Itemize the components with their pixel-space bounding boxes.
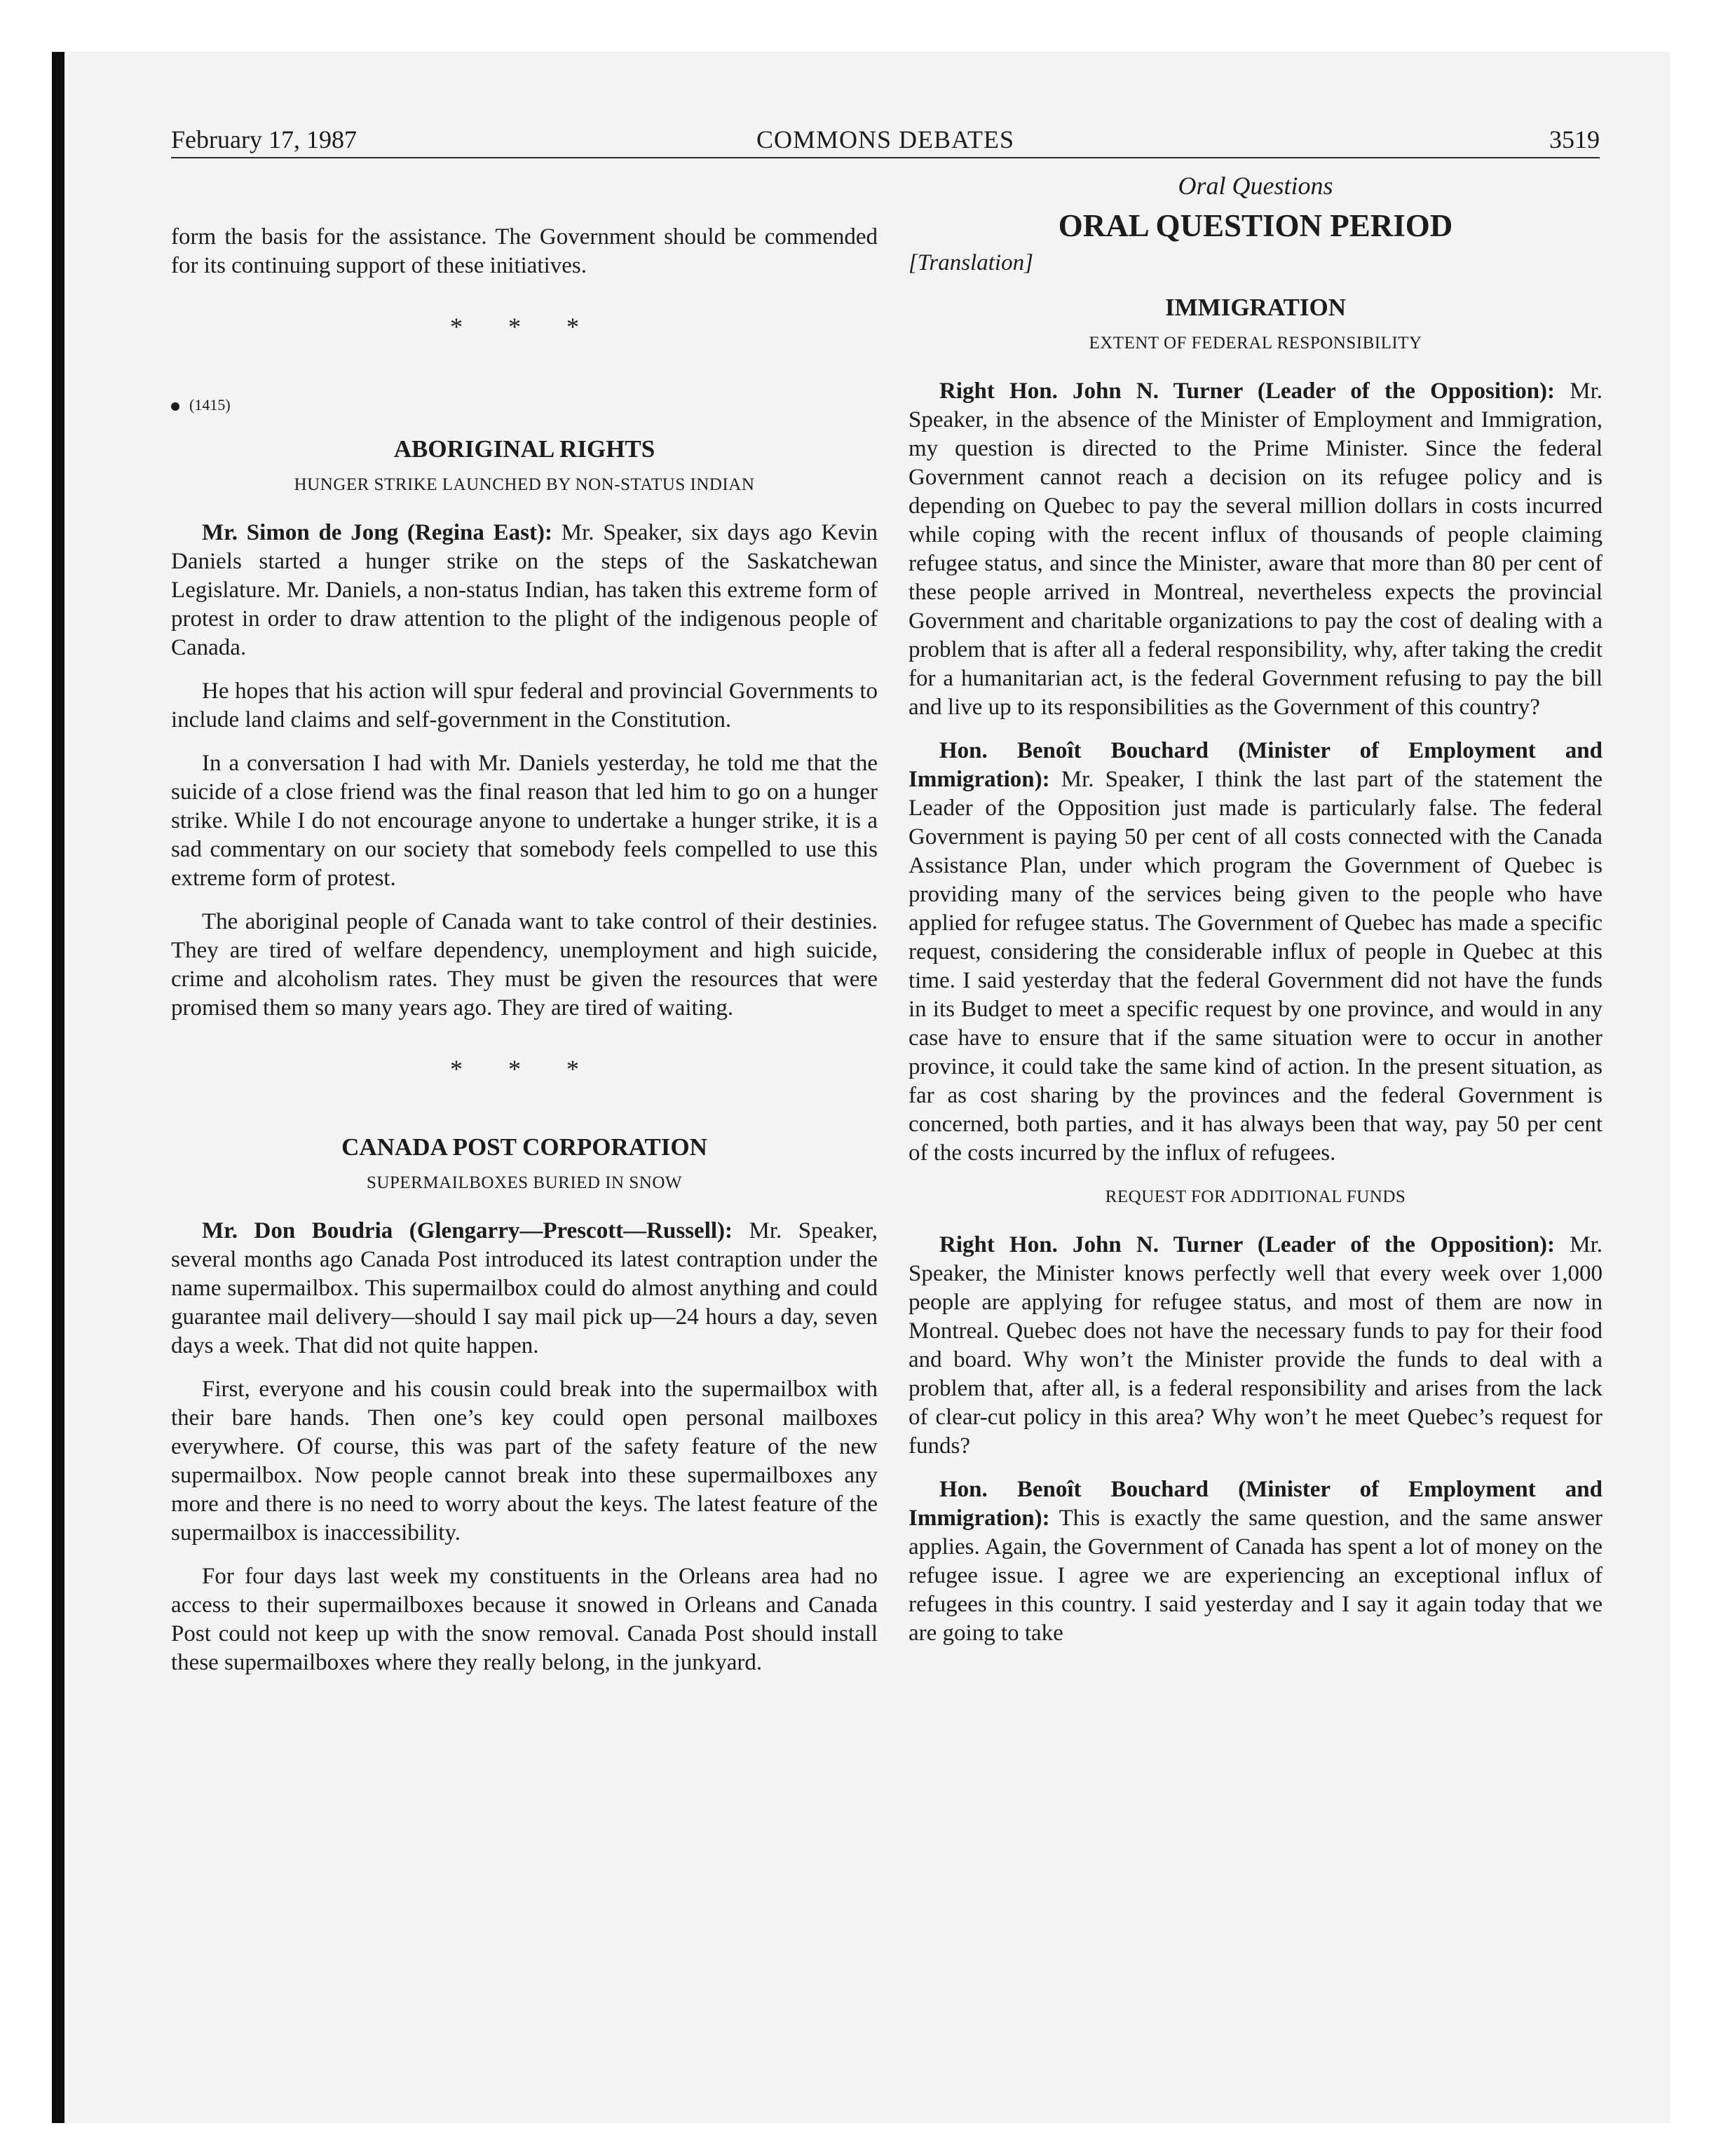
- speaker-name: Hon. Benoît Bouchard (Minister of Employment and Immigration):: [909, 1477, 1603, 1531]
- translation-note: [Translation]: [909, 250, 1033, 275]
- page-header: [171, 125, 1600, 158]
- speech-paragraph: [909, 377, 1603, 722]
- speech-paragraph: [909, 1231, 1603, 1461]
- section-subheading-federal-responsibility: EXTENT OF FEDERAL RESPONSIBILITY: [1089, 334, 1422, 353]
- bullet-dot-icon: [171, 402, 179, 411]
- section-separator: * * *: [450, 1055, 599, 1083]
- speaker-name: Hon. Benoît Bouchard (Minister of Employment and Immigration):: [909, 738, 1603, 792]
- running-head: Oral Questions: [1178, 172, 1333, 200]
- speech-paragraph: [909, 1475, 1603, 1648]
- speaker-name: Mr. Simon de Jong (Regina East):: [202, 520, 552, 545]
- section-subheading-supermailboxes: SUPERMAILBOXES BURIED IN SNOW: [367, 1173, 682, 1192]
- paragraph: The aboriginal people of Canada want to take control of their destinies. They are tired of welfare dependency, unemployment and high suicide, crime and alcoholism rates. They must be given the resources that were promised them so many years ago. They are tired of waiting.: [171, 909, 878, 1021]
- scan-edge: [52, 52, 64, 2123]
- timestamp-text: (1415): [189, 396, 231, 414]
- section-subheading-hunger-strike: HUNGER STRIKE LAUNCHED BY NON-STATUS INDIAN: [294, 475, 755, 494]
- paragraph: In a conversation I had with Mr. Daniels yesterday, he told me that the suicide of a close friend was the final reason that led him to go on a hunger strike. While I do not encourage anyone to undertake a hunger strike, it is a sad commentary on our society that somebody feels compelled to use this extreme form of protest.: [171, 751, 878, 891]
- section-heading-canada-post: CANADA POST CORPORATION: [341, 1133, 707, 1161]
- paragraph: For four days last week my constituents in the Orleans area had no access to their supermailboxes because it snowed in Orleans and Canada Post could not keep up with the snow removal. Canada Post should install these supermailboxes where they really belong, in the junkyard.: [171, 1564, 878, 1675]
- paragraph: First, everyone and his cousin could break into the supermailbox with their bare hands. Then one’s key could open personal mailboxes everywhere. Of course, this was part of the safety feature of the new supermailbox. Now people cannot break into these supermailboxes any more and there is no need to worry about the keys. The latest feature of the supermailbox is inaccessibility.: [171, 1377, 878, 1546]
- speech-paragraph: [171, 1217, 878, 1360]
- timestamp: [171, 390, 878, 419]
- speaker-name: Mr. Don Boudria (Glengarry—Prescott—Russell):: [202, 1218, 733, 1243]
- right-column: [909, 172, 1603, 1663]
- speech-text: This is exactly the same question, and the same answer applies. Again, the Government of Canada has spent a lot of money on the refugee issue. I agree we are experiencing an exceptional influx of refugees in this country. I said yesterday and I say it again today that we are going to take: [909, 1506, 1603, 1646]
- section-heading-immigration: IMMIGRATION: [1165, 294, 1346, 321]
- header-journal-title: COMMONS DEBATES: [756, 125, 1015, 153]
- speaker-name: Right Hon. John N. Turner (Leader of the Opposition):: [939, 378, 1556, 404]
- speech-text: Mr. Speaker, in the absence of the Minister of Employment and Immigration, my question is directed to the Prime Minister. Since the federal Government cannot reach a decision on its refugee policy and is depending on Quebec to pay the several million dollars in costs incurred while coping with the recent influx of thousands of people claiming refugee status, and since the Minister, aware that more than 80 per cent of these people arrived in Montreal, nevertheless expects the provincial Government and charitable organizations to pay the cost of dealing with a problem that is after all a federal responsibility, why, after taking the credit for a humanitarian act, is the federal Government refusing to pay the bill and live up to its responsibilities as the Government of this country?: [909, 378, 1603, 720]
- left-column: [171, 223, 878, 1692]
- speech-text: Mr. Speaker, I think the last part of the statement the Leader of the Opposition just made is particularly false. The federal Government is paying 50 per cent of all costs connected with the Canada Assistance Plan, under which program the Government of Quebec is providing many of the services being given to the people who have applied for refugee status. The Government of Quebec has made a specific request, considering the considerable influx of people in Quebec at this time. I said yesterday that the federal Government did not have the funds in its Budget to meet a specific request by one province, and would in any case have to ensure that if the same situation were to occur in another province, it could take the same kind of action. In the present situation, as far as cost sharing by the provinces and the federal Government is concerned, both parties, and it has always been that way, pay 50 per cent of the costs incurred by the influx of refugees.: [909, 767, 1603, 1166]
- section-heading-aboriginal-rights: ABORIGINAL RIGHTS: [393, 435, 655, 463]
- speech-paragraph: [909, 737, 1603, 1168]
- header-page-number: 3519: [1549, 125, 1600, 153]
- main-heading: ORAL QUESTION PERIOD: [1058, 208, 1453, 243]
- speech-text: Mr. Speaker, the Minister knows perfectly well that every week over 1,000 people are applying for refugee status, and most of them are now in Montreal. Quebec does not have the necessary funds to pay for their food and board. Why won’t the Minister provide the funds to deal with a problem that, after all, is a federal responsibility and arises from the lack of clear-cut policy in this area? Why won’t he meet Quebec’s request for funds?: [909, 1232, 1603, 1459]
- speech-paragraph: [171, 519, 878, 662]
- speech-text: Mr. Speaker, several months ago Canada Post introduced its latest contraption under the name supermailbox. This supermailbox could do almost anything and could guarantee mail delivery—should I say mail pick up—24 hours a day, seven days a week. That did not quite happen.: [171, 1218, 878, 1358]
- section-subheading-additional-funds: REQUEST FOR ADDITIONAL FUNDS: [1105, 1187, 1406, 1206]
- paragraph: form the basis for the assistance. The Government should be commended for its continuing support of these initiatives.: [171, 224, 878, 278]
- paragraph: He hopes that his action will spur federal and provincial Governments to include land claims and self-government in the Constitution.: [171, 678, 878, 732]
- speech-text: Mr. Speaker, six days ago Kevin Daniels started a hunger strike on the steps of the Saskatchewan Legislature. Mr. Daniels, a non-status Indian, has taken this extreme form of protest in order to draw attention to the plight of the indigenous people of Canada.: [171, 520, 878, 660]
- speaker-name: Right Hon. John N. Turner (Leader of the Opposition):: [939, 1232, 1556, 1257]
- section-separator: * * *: [450, 313, 599, 341]
- header-date: February 17, 1987: [171, 125, 357, 153]
